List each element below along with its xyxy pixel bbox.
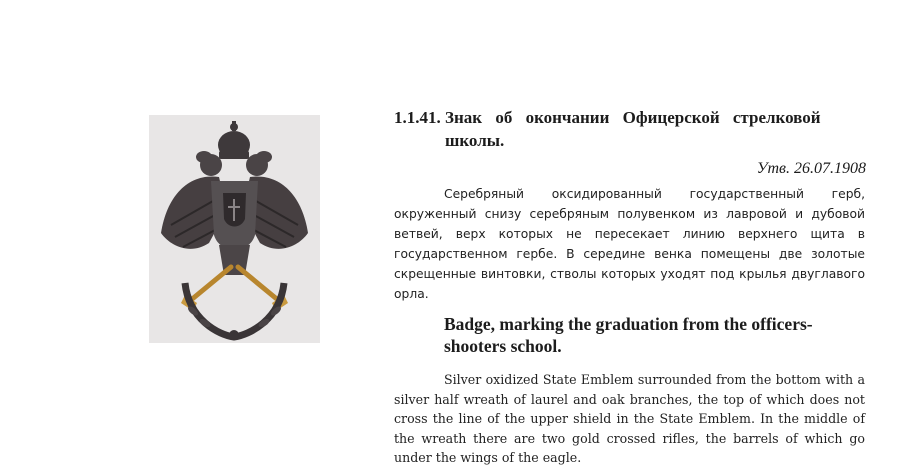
badge-photo: [149, 115, 320, 343]
entry-title-ru: [394, 106, 866, 152]
entry-number: 1.1.41.: [394, 108, 441, 127]
approval-date: Утв. 26.07.1908: [756, 160, 866, 177]
description-en: Silver oxidized State Emblem surrounded from the bottom with a silver half wreath of laurel and oak branches, the top of which does not cross the line of the upper shield in the State Emblem. In the middle of the wreath there are two gold crossed rifles, the barrels of which go under the wings of the eagle.: [394, 372, 865, 465]
badge-photo-icon: [149, 115, 320, 343]
entry-title-ru-line2: школы.: [445, 131, 505, 150]
entry-title-ru-line1: Знак об окончании Офицерской стрелковой: [445, 108, 821, 127]
entry-title-en: Badge, marking the graduation from the officers-shooters school.: [444, 314, 813, 356]
description-ru: Серебряный оксидированный государственный герб, окруженный снизу серебряным полувенком из лавровой и дубовой ветвей, верх которых не пересекает линию верхнего щита в государственном гербе. В середине венка помещены две золотые скрещенные винтовки, стволы которых уходят под крылья двуглавого орла.: [394, 187, 865, 301]
